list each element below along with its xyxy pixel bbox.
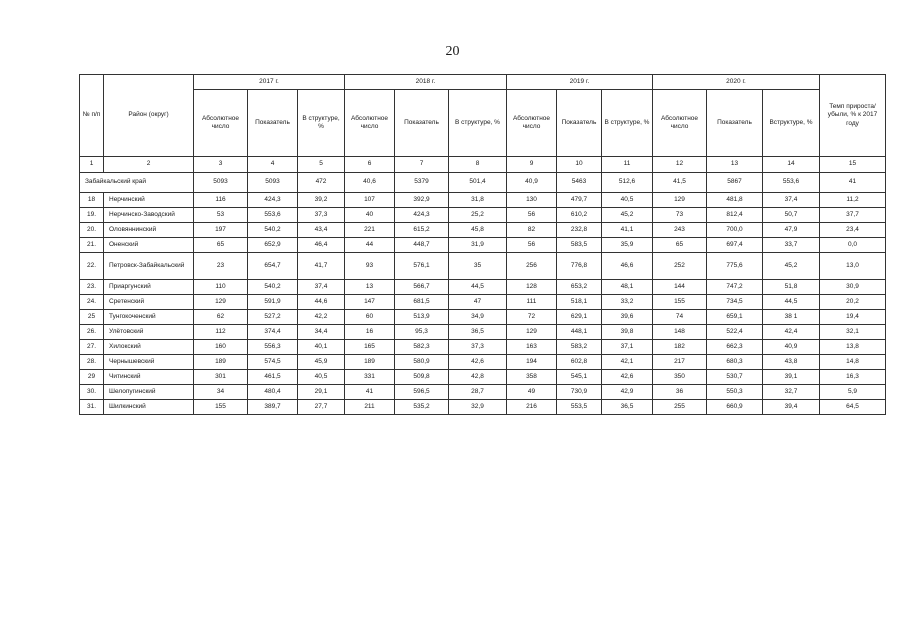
col-header-district: Район (округ) [104,75,194,157]
value-cell: 535,2 [395,400,449,415]
district-name-cell: Тунгокоченский [104,310,194,325]
value-cell: 583,5 [557,238,602,253]
value-cell: 700,0 [707,223,763,238]
value-cell: 615,2 [395,223,449,238]
district-name-cell: Чернышевский [104,355,194,370]
column-number-cell: 12 [653,157,707,173]
value-cell: 216 [507,400,557,415]
value-cell: 389,7 [248,400,298,415]
district-name-cell: Приаргунский [104,280,194,295]
value-cell: 189 [194,355,248,370]
value-cell: 47 [449,295,507,310]
value-cell: 112 [194,325,248,340]
value-cell: 45,2 [763,253,820,280]
column-number-cell: 5 [298,157,345,173]
value-cell: 350 [653,370,707,385]
total-row [80,173,886,193]
column-number-cell: 7 [395,157,449,173]
value-cell: 44,5 [763,295,820,310]
subheader-absolute: Абсолютное число [653,90,707,157]
value-cell: 32,9 [449,400,507,415]
value-cell: 194 [507,355,557,370]
value-cell: 652,9 [248,238,298,253]
value-cell: 197 [194,223,248,238]
table-row [80,400,886,415]
value-cell: 243 [653,223,707,238]
value-cell: 42,4 [763,325,820,340]
value-cell: 35 [449,253,507,280]
value-cell: 5,9 [820,385,886,400]
value-cell: 550,3 [707,385,763,400]
value-cell: 28,7 [449,385,507,400]
value-cell: 730,9 [557,385,602,400]
value-cell: 424,3 [248,193,298,208]
value-cell: 582,3 [395,340,449,355]
table-row [80,310,886,325]
total-value-cell: 41,5 [653,173,707,193]
value-cell: 610,2 [557,208,602,223]
value-cell: 45,9 [298,355,345,370]
value-cell: 40,5 [298,370,345,385]
total-value-cell: 41 [820,173,886,193]
table-row [80,208,886,223]
value-cell: 659,1 [707,310,763,325]
value-cell: 43,4 [298,223,345,238]
value-cell: 591,9 [248,295,298,310]
row-number-cell: 24. [80,295,104,310]
year-header-2020: 2020 г. [653,75,820,90]
value-cell: 65 [653,238,707,253]
value-cell: 128 [507,280,557,295]
table-row [80,193,886,208]
value-cell: 27,7 [298,400,345,415]
value-cell: 42,2 [298,310,345,325]
district-name-cell: Улётовский [104,325,194,340]
value-cell: 93 [345,253,395,280]
value-cell: 62 [194,310,248,325]
district-name-cell: Петровск-Забайкальский [104,253,194,280]
value-cell: 53 [194,208,248,223]
value-cell: 530,7 [707,370,763,385]
value-cell: 13 [345,280,395,295]
value-cell: 19,4 [820,310,886,325]
value-cell: 65 [194,238,248,253]
value-cell: 46,4 [298,238,345,253]
value-cell: 556,3 [248,340,298,355]
row-number-cell: 28. [80,355,104,370]
total-value-cell: 5463 [557,173,602,193]
value-cell: 46,6 [602,253,653,280]
column-number-cell: 14 [763,157,820,173]
value-cell: 60 [345,310,395,325]
value-cell: 56 [507,238,557,253]
value-cell: 49 [507,385,557,400]
value-cell: 256 [507,253,557,280]
value-cell: 39,8 [602,325,653,340]
value-cell: 40,1 [298,340,345,355]
value-cell: 479,7 [557,193,602,208]
value-cell: 331 [345,370,395,385]
value-cell: 16,3 [820,370,886,385]
value-cell: 540,2 [248,223,298,238]
year-header-row [80,75,886,90]
value-cell: 697,4 [707,238,763,253]
value-cell: 74 [653,310,707,325]
total-value-cell: 553,6 [763,173,820,193]
value-cell: 221 [345,223,395,238]
value-cell: 545,1 [557,370,602,385]
value-cell: 41,1 [602,223,653,238]
total-value-cell: 512,6 [602,173,653,193]
value-cell: 23 [194,253,248,280]
value-cell: 36 [653,385,707,400]
value-cell: 35,9 [602,238,653,253]
value-cell: 653,2 [557,280,602,295]
district-statistics-table [79,74,886,415]
value-cell: 596,5 [395,385,449,400]
value-cell: 165 [345,340,395,355]
subheader-absolute: Абсолютное число [507,90,557,157]
row-number-cell: 27. [80,340,104,355]
value-cell: 148 [653,325,707,340]
row-number-cell: 20. [80,223,104,238]
value-cell: 107 [345,193,395,208]
total-value-cell: 40,9 [507,173,557,193]
value-cell: 40 [345,208,395,223]
column-number-cell: 2 [104,157,194,173]
column-number-cell: 9 [507,157,557,173]
column-number-cell: 10 [557,157,602,173]
row-number-cell: 29 [80,370,104,385]
table-body [80,157,886,415]
subheader-structure: В структуре, % [298,90,345,157]
total-value-cell: 5867 [707,173,763,193]
value-cell: 37,7 [820,208,886,223]
district-name-cell: Нерчинский [104,193,194,208]
value-cell: 130 [507,193,557,208]
value-cell: 553,5 [557,400,602,415]
value-cell: 129 [194,295,248,310]
table-row [80,370,886,385]
row-number-cell: 18 [80,193,104,208]
total-value-cell: 472 [298,173,345,193]
value-cell: 301 [194,370,248,385]
value-cell: 51,8 [763,280,820,295]
value-cell: 20,2 [820,295,886,310]
total-value-cell: 5093 [194,173,248,193]
value-cell: 31,9 [449,238,507,253]
statistics-table-container [79,74,885,415]
value-cell: 33,2 [602,295,653,310]
value-cell: 34,9 [449,310,507,325]
value-cell: 747,2 [707,280,763,295]
subheader-indicator: Показатель [248,90,298,157]
value-cell: 374,4 [248,325,298,340]
value-cell: 448,7 [395,238,449,253]
value-cell: 629,1 [557,310,602,325]
value-cell: 776,8 [557,253,602,280]
value-cell: 217 [653,355,707,370]
value-cell: 0,0 [820,238,886,253]
value-cell: 37,1 [602,340,653,355]
column-number-cell: 11 [602,157,653,173]
subheader-structure: В структуре, % [602,90,653,157]
value-cell: 574,5 [248,355,298,370]
subheader-indicator: Показатель [395,90,449,157]
value-cell: 45,2 [602,208,653,223]
value-cell: 42,9 [602,385,653,400]
total-value-cell: 5379 [395,173,449,193]
value-cell: 144 [653,280,707,295]
total-value-cell: 5093 [248,173,298,193]
district-name-cell: Шелопугинский [104,385,194,400]
value-cell: 358 [507,370,557,385]
column-number-cell: 6 [345,157,395,173]
value-cell: 37,4 [763,193,820,208]
row-number-cell: 23. [80,280,104,295]
value-cell: 44 [345,238,395,253]
total-value-cell: 40,6 [345,173,395,193]
value-cell: 42,6 [602,370,653,385]
value-cell: 39,2 [298,193,345,208]
value-cell: 32,1 [820,325,886,340]
year-header-2018: 2018 г. [345,75,507,90]
value-cell: 64,5 [820,400,886,415]
district-name-cell: Сретенский [104,295,194,310]
district-name-cell: Оненский [104,238,194,253]
value-cell: 448,1 [557,325,602,340]
column-number-row [80,157,886,173]
value-cell: 129 [507,325,557,340]
value-cell: 36,5 [449,325,507,340]
subheader-row [80,90,886,157]
district-name-cell: Хилокский [104,340,194,355]
value-cell: 39,1 [763,370,820,385]
value-cell: 72 [507,310,557,325]
value-cell: 82 [507,223,557,238]
value-cell: 47,9 [763,223,820,238]
value-cell: 662,3 [707,340,763,355]
value-cell: 252 [653,253,707,280]
value-cell: 56 [507,208,557,223]
value-cell: 42,6 [449,355,507,370]
value-cell: 23,4 [820,223,886,238]
table-row [80,340,886,355]
value-cell: 39,4 [763,400,820,415]
value-cell: 654,7 [248,253,298,280]
value-cell: 812,4 [707,208,763,223]
value-cell: 461,5 [248,370,298,385]
value-cell: 40,5 [602,193,653,208]
table-row [80,355,886,370]
value-cell: 553,6 [248,208,298,223]
row-number-cell: 31. [80,400,104,415]
value-cell: 110 [194,280,248,295]
year-header-2019: 2019 г. [507,75,653,90]
table-row [80,295,886,310]
table-row [80,253,886,280]
value-cell: 14,8 [820,355,886,370]
value-cell: 155 [653,295,707,310]
value-cell: 44,6 [298,295,345,310]
value-cell: 775,6 [707,253,763,280]
value-cell: 189 [345,355,395,370]
value-cell: 232,8 [557,223,602,238]
row-number-cell: 21. [80,238,104,253]
row-number-cell: 26. [80,325,104,340]
value-cell: 48,1 [602,280,653,295]
value-cell: 660,9 [707,400,763,415]
value-cell: 680,3 [707,355,763,370]
value-cell: 39,6 [602,310,653,325]
value-cell: 43,8 [763,355,820,370]
value-cell: 50,7 [763,208,820,223]
value-cell: 481,8 [707,193,763,208]
value-cell: 37,3 [449,340,507,355]
value-cell: 583,2 [557,340,602,355]
value-cell: 480,4 [248,385,298,400]
column-number-cell: 8 [449,157,507,173]
value-cell: 513,9 [395,310,449,325]
district-name-cell: Читинский [104,370,194,385]
value-cell: 116 [194,193,248,208]
district-name-cell: Шилкинский [104,400,194,415]
value-cell: 580,9 [395,355,449,370]
value-cell: 255 [653,400,707,415]
value-cell: 163 [507,340,557,355]
value-cell: 37,3 [298,208,345,223]
value-cell: 34,4 [298,325,345,340]
subheader-indicator: Показатель [557,90,602,157]
value-cell: 33,7 [763,238,820,253]
district-name-cell: Нерчинско-Заводский [104,208,194,223]
table-row [80,280,886,295]
value-cell: 160 [194,340,248,355]
column-number-cell: 4 [248,157,298,173]
subheader-absolute: Абсолютное число [345,90,395,157]
total-label: Забайкальский край [80,173,194,193]
value-cell: 37,4 [298,280,345,295]
value-cell: 44,5 [449,280,507,295]
value-cell: 31,8 [449,193,507,208]
value-cell: 518,1 [557,295,602,310]
value-cell: 16 [345,325,395,340]
row-number-cell: 25 [80,310,104,325]
district-name-cell: Оловяннинский [104,223,194,238]
subheader-structure: Вструктуре, % [763,90,820,157]
value-cell: 155 [194,400,248,415]
value-cell: 11,2 [820,193,886,208]
value-cell: 40,9 [763,340,820,355]
value-cell: 211 [345,400,395,415]
value-cell: 13,8 [820,340,886,355]
value-cell: 182 [653,340,707,355]
value-cell: 41 [345,385,395,400]
year-header-2017: 2017 г. [194,75,345,90]
value-cell: 29,1 [298,385,345,400]
value-cell: 527,2 [248,310,298,325]
value-cell: 13,0 [820,253,886,280]
value-cell: 522,4 [707,325,763,340]
row-number-cell: 19. [80,208,104,223]
value-cell: 576,1 [395,253,449,280]
column-number-cell: 1 [80,157,104,173]
value-cell: 30,9 [820,280,886,295]
subheader-indicator: Показатель [707,90,763,157]
subheader-structure: В структуре, % [449,90,507,157]
table-row [80,385,886,400]
row-number-cell: 30. [80,385,104,400]
value-cell: 392,9 [395,193,449,208]
value-cell: 41,7 [298,253,345,280]
value-cell: 509,8 [395,370,449,385]
total-value-cell: 501,4 [449,173,507,193]
col-header-number: № п/п [80,75,104,157]
value-cell: 45,8 [449,223,507,238]
value-cell: 95,3 [395,325,449,340]
value-cell: 38 1 [763,310,820,325]
value-cell: 129 [653,193,707,208]
table-row [80,223,886,238]
value-cell: 111 [507,295,557,310]
value-cell: 566,7 [395,280,449,295]
value-cell: 34 [194,385,248,400]
row-number-cell: 22. [80,253,104,280]
col-header-growth-rate: Темп прироста/ убыли, % к 2017 году [820,75,886,157]
value-cell: 681,5 [395,295,449,310]
value-cell: 25,2 [449,208,507,223]
value-cell: 42,8 [449,370,507,385]
value-cell: 734,5 [707,295,763,310]
column-number-cell: 15 [820,157,886,173]
column-number-cell: 13 [707,157,763,173]
value-cell: 36,5 [602,400,653,415]
value-cell: 42,1 [602,355,653,370]
value-cell: 147 [345,295,395,310]
value-cell: 540,2 [248,280,298,295]
page-number: 20 [445,44,460,59]
value-cell: 32,7 [763,385,820,400]
table-row [80,325,886,340]
subheader-absolute: Абсолютное число [194,90,248,157]
value-cell: 424,3 [395,208,449,223]
value-cell: 602,8 [557,355,602,370]
table-row [80,238,886,253]
value-cell: 73 [653,208,707,223]
column-number-cell: 3 [194,157,248,173]
